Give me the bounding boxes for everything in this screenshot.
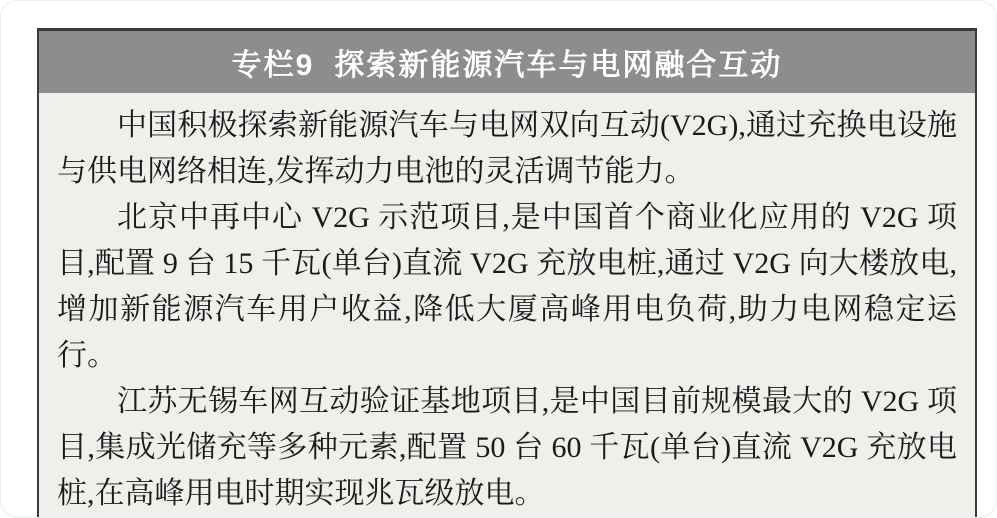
- column-box: [37, 28, 977, 518]
- paragraph-jiangsu-project: 江苏无锡车网互动验证基地项目,是中国目前规模最大的 V2G 项目,集成光储充等多种元素,配置 50 台 60 千瓦(单台)直流 V2G 充放电桩,在高峰用电时期实现兆瓦级放电。: [57, 385, 957, 510]
- paragraph-overview: 中国积极探索新能源汽车与电网双向互动(V2G),通过充换电设施与供电网络相连,发挥动力电池的灵活调节能力。: [57, 109, 957, 188]
- paragraph-beijing-project: 北京中再中心 V2G 示范项目,是中国首个商业化应用的 V2G 项目,配置 9 台 15 千瓦(单台)直流 V2G 充放电桩,通过 V2G 向大楼放电,增加新能源汽车用户收益,降低大厦高峰用电负荷,助力电网稳定运行。: [57, 201, 957, 372]
- column-header: [37, 28, 977, 93]
- column-number-label: 专栏9: [231, 49, 315, 82]
- column-body: [37, 93, 977, 518]
- column-title: 探索新能源汽车与电网融合互动: [334, 49, 783, 82]
